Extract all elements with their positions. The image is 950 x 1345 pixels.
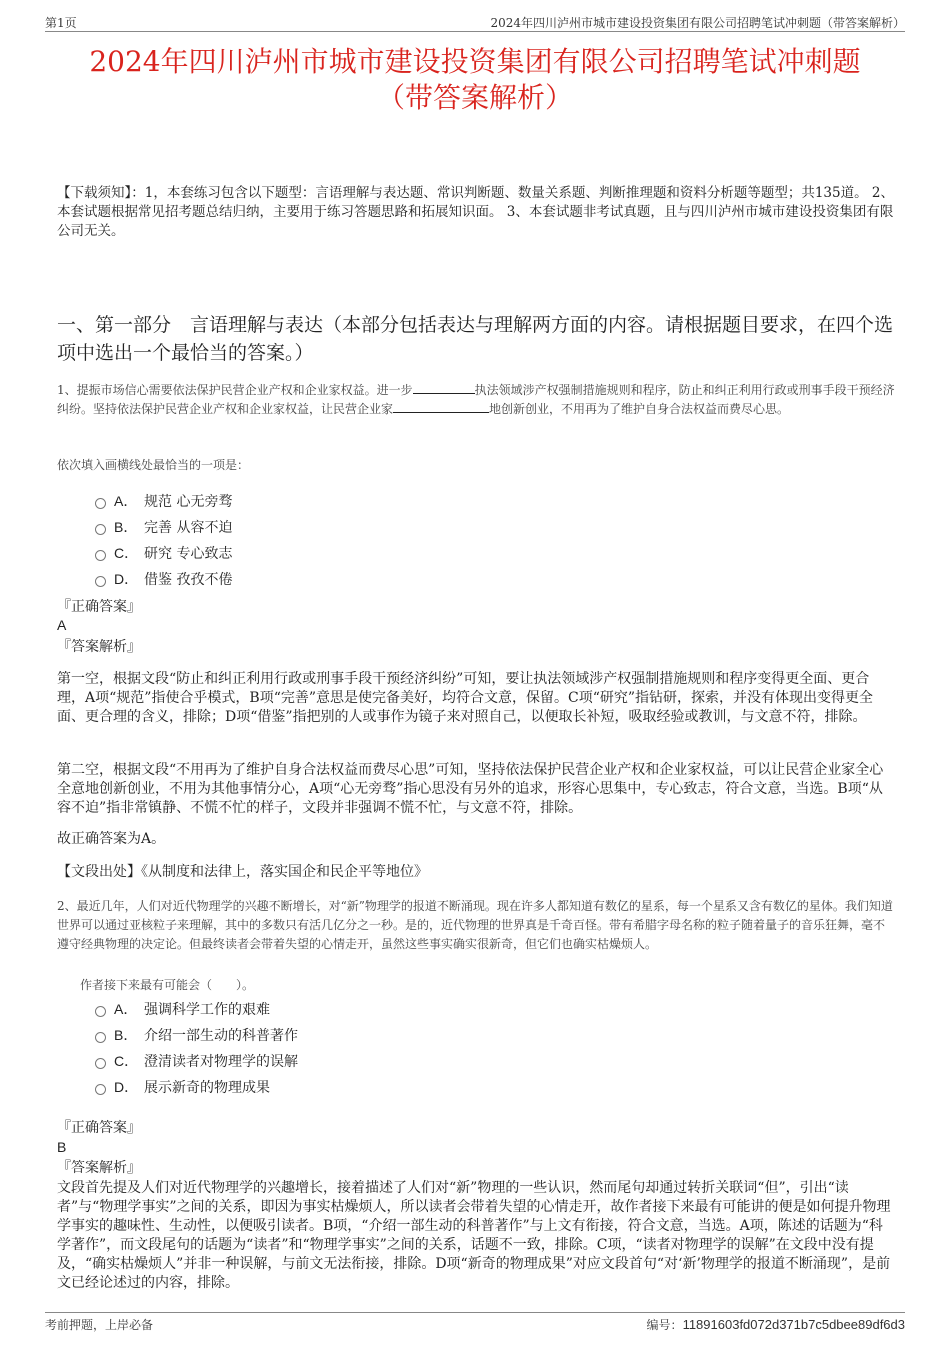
radio-button-icon[interactable] (95, 524, 106, 535)
question-1-options (95, 488, 232, 592)
radio-button-icon[interactable] (95, 1006, 106, 1017)
q1-answer-label: 『正确答案』 (57, 599, 141, 615)
q1-analysis-paragraph-1: 第一空，根据文段“防止和纠正利用行政或刑事手段干预经济纠纷”可知，要让执法领域涉产权强制措施规则和程序变得更全面、更合理，A项“规范”指使合乎模式，B项“完善”意思是使完备美好，均符合文意，保留。C项“研究”指钻研，探索，并没有体现出变得更全面、更合理的含义，排除；D项“借鉴”指把别的人或事作为镜子来对照自己，以便取长补短，吸取经验或教训，与文意不符，排除。 (57, 671, 874, 725)
q1-text-a: 1、提振市场信心需要依法保护民营企业产权和企业家权益。进一步 (57, 383, 413, 397)
q1-analysis-label: 『答案解析』 (57, 639, 141, 655)
q2-answer: B (57, 1139, 67, 1155)
q2-analysis: 文段首先提及人们对近代物理学的兴趣增长，接着描述了人们对“新”物理的一些认识，然而尾句却通过转折关联词“但”，引出“读者”与“物理学事实”之间的关系，即因为事实枯燥烦人，所以读者会带着失望的心情走开，故作者接下来最有可能讲的便是如何提升物理学事实的趣味性、生动性，以便吸引读者。B项，“介绍一部生动的科普著作”与上文有衔接，符合文意，当选。A项，陈述的话题为“科学著作”，而文段尾句的话题为“读者”和“物理学事实”之间的关系，话题不一致，排除。C项，“读者对物理学的误解”在文段中没有提及，“确实枯燥烦人”并非一种误解，与前文无法衔接，排除。D项“新奇的物理成果”对应文段首句“对‘新’物理学的报道不断涌现”，是前文已经论述过的内容，排除。 (57, 1180, 891, 1291)
question-2-options (95, 996, 298, 1100)
q1-blank-1 (413, 382, 475, 394)
q1-conclusion: 故正确答案为A。 (57, 831, 166, 847)
header-doc-title: 2024年四川泸州市城市建设投资集团有限公司招聘笔试冲刺题（带答案解析） (490, 16, 905, 30)
page-header (45, 10, 905, 32)
q2-option-c[interactable]: C． 澄清读者对物理学的误解 (95, 1048, 298, 1074)
q2-option-a[interactable]: A． 强调科学工作的艰难 (95, 996, 298, 1022)
footer-code (647, 1316, 905, 1333)
q1-blank-2 (393, 401, 489, 413)
q1-answer: A (57, 617, 67, 633)
radio-button-icon[interactable] (95, 1032, 106, 1043)
radio-button-icon[interactable] (95, 550, 106, 561)
question-2-text: 2、最近几年，人们对近代物理学的兴趣不断增长，对“新”物理学的报道不断涌现。现在许多人都知道有数亿的星系，每一个星系又含有数亿的星体。我们知道世界可以通过亚核粒子来理解，其中的多数只有活几亿分之一秒。是的，近代物理的世界真是千奇百怪。带有希腊字母名称的粒子随着量子的音乐狂舞，毫不遵守经典物理的决定论。但最终读者会带着失望的心情走开，虽然这些事实确实很新奇，但它们也确实枯燥烦人。 (57, 899, 893, 951)
page-footer (45, 1312, 905, 1336)
radio-button-icon[interactable] (95, 576, 106, 587)
question-2-prompt: 作者接下来最有可能会（ ）。 (80, 978, 255, 992)
download-notice: 【下载须知】：1，本套练习包含以下题型：言语理解与表达题、常识判断题、数量关系题、判断推理题和资料分析题等题型；共135道。 2、本套试题根据常见招考题总结归纳，主要用于练习答题思路和拓展知识面。 3、本套试题非考试真题，且与四川泸州市城市建设投资集团有限公司无关。 (57, 185, 894, 239)
q1-text-b: 执法领域涉产权强制措施规则和程序，防止和纠正利用行政或刑事手段干预经济纠纷。坚持依法保护民营企业产权和企业家权益，让民营企业家 (57, 383, 895, 416)
question-1-text (57, 381, 895, 419)
q1-option-b[interactable]: B． 完善 从容不迫 (95, 514, 232, 540)
title-line-1: 2024年四川泸州市城市建设投资集团有限公司招聘笔试冲刺题 (89, 45, 861, 78)
document-title (45, 44, 905, 116)
q1-text-c: 地创新创业，不用再为了维护自身合法权益而费尽心思。 (489, 402, 790, 416)
q1-option-d[interactable]: D． 借鉴 孜孜不倦 (95, 566, 232, 592)
radio-button-icon[interactable] (95, 1084, 106, 1095)
q2-option-b[interactable]: B． 介绍一部生动的科普著作 (95, 1022, 298, 1048)
footer-slogan: 考前押题，上岸必备 (45, 1318, 154, 1332)
footer-code-value: 11891603fd072d371b7c5dbee89df6d3 (682, 1317, 905, 1332)
title-line-2: （带答案解析） (376, 81, 573, 114)
q1-option-a[interactable]: A． 规范 心无旁骛 (95, 488, 232, 514)
q1-analysis-paragraph-2: 第二空，根据文段“不用再为了维护自身合法权益而费尽心思”可知，坚持依法保护民营企业产权和企业家权益，可以让民营企业家全心全意地创新创业，不用为其他事情分心，A项“心无旁骛”指心思没有另外的追求，形容心思集中，专心致志，符合文意，当选。B项“从容不迫”指非常镇静、不慌不忙的样子，文段并非强调不慌不忙，与文意不符，排除。 (57, 762, 884, 816)
question-1-prompt: 依次填入画横线处最恰当的一项是： (57, 458, 250, 472)
q1-source: 【文段出处】《从制度和法律上，落实国企和民企平等地位》 (57, 864, 428, 880)
radio-button-icon[interactable] (95, 498, 106, 509)
q2-analysis-label: 『答案解析』 (57, 1160, 141, 1176)
radio-button-icon[interactable] (95, 1058, 106, 1069)
page-number: 第1页 (45, 16, 77, 30)
section-heading: 一、第一部分 言语理解与表达（本部分包括表达与理解两方面的内容。请根据题目要求，在四个选项中选出一个最恰当的答案。） (57, 314, 894, 364)
q2-answer-label: 『正确答案』 (57, 1120, 141, 1136)
q1-option-c[interactable]: C． 研究 专心致志 (95, 540, 232, 566)
footer-code-label: 编号： (646, 1318, 683, 1332)
q2-option-d[interactable]: D． 展示新奇的物理成果 (95, 1074, 298, 1100)
